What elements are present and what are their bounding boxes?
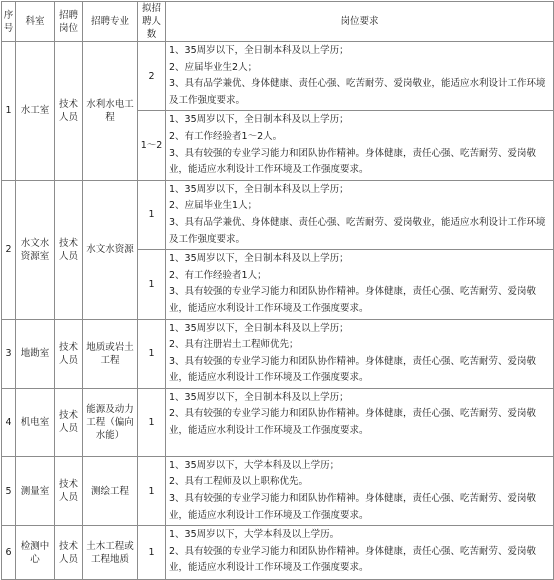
header-count: 拟招聘人数: [138, 2, 166, 42]
cell-post: 技术人员: [55, 388, 83, 456]
cell-major: 土木工程或工程地质: [83, 526, 138, 580]
table-row: [2, 388, 554, 456]
table-row: [2, 180, 554, 249]
requirement-line: 1、35周岁以下，全日制本科及以上学历；: [169, 322, 349, 334]
requirement-line: 1、35周岁以下，大学本科及以上学历。: [169, 529, 340, 541]
table-row: [2, 526, 554, 580]
cell-count: 1～2: [138, 111, 166, 180]
header-major: 招聘专业: [83, 2, 138, 42]
cell-requirements: [166, 319, 554, 388]
requirement-line: 2、有工作经验者1人；: [169, 269, 267, 281]
requirement-line: 2、具有较强的专业学习能力和团队协作精神。身体健康，责任心强、吃苦耐劳、爱岗敬业，能适应水利设计工作环境及工作强度要求。: [169, 408, 537, 437]
table-row: [2, 456, 554, 525]
cell-dept: 机电室: [16, 388, 55, 456]
table-body: [2, 42, 554, 580]
cell-requirements: [166, 456, 554, 525]
requirement-line: 1、35周岁以下，全日制本科及以上学历；: [169, 45, 349, 56]
cell-requirements: [166, 42, 554, 111]
cell-requirements: [166, 180, 554, 249]
cell-requirements: [166, 250, 554, 319]
requirement-line: 3、具有品学兼优、身体健康、责任心强、吃苦耐劳、爱岗敬业，能适应水利设计工作环境及工作强度要求。: [169, 78, 546, 106]
header-seq: 序号: [2, 2, 16, 42]
header-row: [2, 2, 554, 42]
requirement-line: 3、具有较强的专业学习能力和团队协作精神。身体健康，责任心强、吃苦耐劳、爱岗敬业，能适应水利设计工作环境及工作强度要求。: [169, 286, 537, 314]
cell-count: 1: [138, 180, 166, 249]
cell-post: 技术人员: [55, 180, 83, 319]
requirement-line: 2、具有较强的专业学习能力和团队协作精神。身体健康，责任心强、吃苦耐劳、爱岗敬业，能适应水利设计工作环境及工作强度要求。: [169, 545, 537, 574]
cell-count: 1: [138, 526, 166, 580]
cell-count: 1: [138, 319, 166, 388]
cell-seq: 3: [2, 319, 16, 388]
table-row: [2, 319, 554, 388]
cell-seq: 4: [2, 388, 16, 456]
requirement-line: 2、具有工程师及以上职称优先。: [169, 476, 309, 488]
cell-dept: 水工室: [16, 42, 55, 181]
requirement-line: 2、应届毕业生2人；: [169, 61, 258, 73]
requirement-line: 3、具有较强的专业学习能力和团队协作精神。身体健康，责任心强、吃苦耐劳、爱岗敬业，能适应水利设计工作环境及工作强度要求。: [169, 147, 537, 176]
cell-major: 地质或岩土工程: [83, 319, 138, 388]
cell-post: 技术人员: [55, 319, 83, 388]
cell-count: 1: [138, 250, 166, 319]
requirement-line: 1、35周岁以下，大学本科及以上学历；: [169, 459, 340, 471]
requirement-line: 2、应届毕业生1人；: [169, 200, 258, 212]
header-dept: 科室: [16, 2, 55, 42]
cell-dept: 水文水资源室: [16, 180, 55, 319]
cell-post: 技术人员: [55, 456, 83, 525]
cell-seq: 1: [2, 42, 16, 181]
header-post: 招聘岗位: [55, 2, 83, 42]
cell-requirements: [166, 388, 554, 456]
requirement-line: 1、35周岁以下，全日制本科及以上学历；: [169, 253, 349, 265]
requirement-line: 3、具有品学兼优、身体健康、责任心强、吃苦耐劳、爱岗敬业，能适应水利设计工作环境及工作强度要求。: [169, 216, 546, 245]
cell-major: 测绘工程: [83, 456, 138, 525]
cell-requirements: [166, 111, 554, 180]
cell-count: 1: [138, 388, 166, 456]
cell-seq: 5: [2, 456, 16, 525]
cell-post: 技术人员: [55, 42, 83, 181]
cell-seq: 2: [2, 180, 16, 319]
requirement-line: 2、具有注册岩土工程师优先；: [169, 339, 299, 351]
cell-seq: 6: [2, 526, 16, 580]
header-requirements: 岗位要求: [166, 2, 554, 42]
cell-requirements: [166, 526, 554, 580]
cell-dept: 检测中心: [16, 526, 55, 580]
recruitment-table: [1, 1, 554, 580]
requirement-line: 3、具有较强的专业学习能力和团队协作精神。身体健康，责任心强、吃苦耐劳、爱岗敬业，能适应水利设计工作环境及工作强度要求。: [169, 493, 537, 521]
cell-count: 1: [138, 456, 166, 525]
requirement-line: 1、35周岁以下，全日制本科及以上学历；: [169, 183, 349, 195]
cell-post: 技术人员: [55, 526, 83, 580]
requirement-line: 1、35周岁以下，全日制本科及以上学历；: [169, 391, 349, 403]
cell-major: 水利水电工程: [83, 42, 138, 181]
cell-major: 能源及动力工程（偏向水能）: [83, 388, 138, 456]
requirement-line: 2、有工作经验者1～2人。: [169, 130, 283, 142]
cell-dept: 测量室: [16, 456, 55, 525]
table-row: [2, 42, 554, 111]
cell-count: 2: [138, 42, 166, 111]
requirement-line: 3、具有较强的专业学习能力和团队协作精神。身体健康，责任心强、吃苦耐劳、爱岗敬业，能适应水利设计工作环境及工作强度要求。: [169, 355, 537, 384]
requirement-line: 1、35周岁以下，全日制本科及以上学历；: [169, 114, 349, 126]
cell-major: 水文水资源: [83, 180, 138, 319]
cell-dept: 地勘室: [16, 319, 55, 388]
